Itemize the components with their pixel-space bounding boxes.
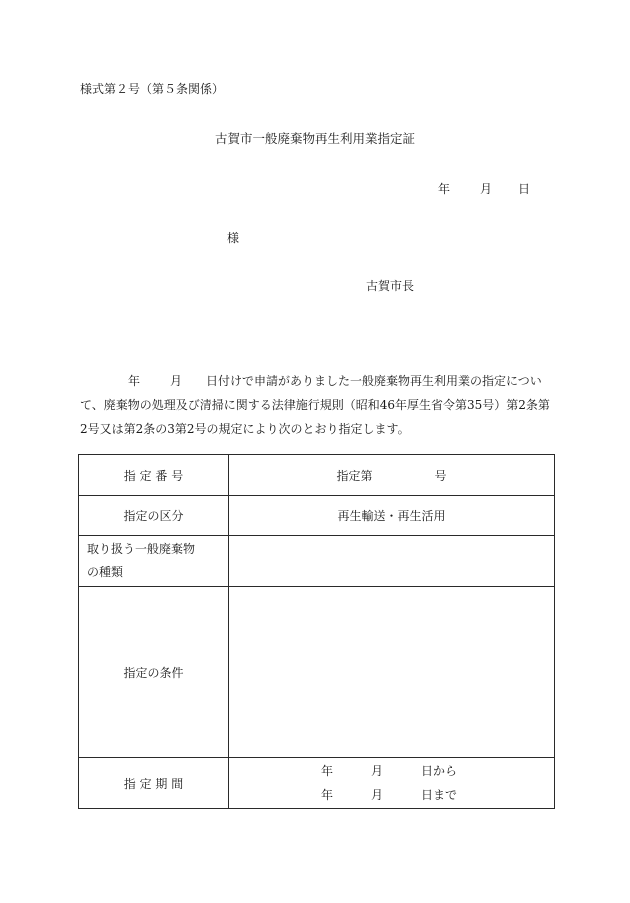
table-row-number bbox=[79, 455, 555, 496]
date-day: 日 bbox=[518, 182, 531, 196]
period-from bbox=[229, 759, 554, 783]
period-to-day: 日まで bbox=[421, 788, 458, 802]
period-from-day: 日から bbox=[421, 764, 458, 778]
table-row-period bbox=[79, 758, 555, 809]
waste-type-label-line-2: の種類 bbox=[87, 565, 124, 579]
body-year: 年 bbox=[128, 374, 141, 388]
waste-type-label-line-1: 取り扱う一般廃棄物 bbox=[87, 542, 196, 556]
date-year: 年 bbox=[438, 182, 451, 196]
period-label: 指 定 期 間 bbox=[79, 758, 229, 809]
body-line-1 bbox=[80, 369, 556, 393]
conditions-value bbox=[229, 587, 555, 758]
period-from-month: 月 bbox=[371, 764, 384, 778]
body-paragraph bbox=[80, 369, 556, 441]
issue-date bbox=[438, 180, 530, 197]
period-to bbox=[229, 783, 554, 807]
addressee-suffix: 様 bbox=[227, 231, 240, 245]
period-value bbox=[229, 758, 555, 809]
table-row-conditions bbox=[79, 587, 555, 758]
designation-table bbox=[78, 454, 555, 809]
waste-type-value bbox=[229, 536, 555, 587]
period-to-year: 年 bbox=[321, 788, 334, 802]
date-month: 月 bbox=[480, 182, 493, 196]
body-line-1-text: 日付けで申請がありました一般廃棄物再生利用業の指定につい bbox=[206, 374, 542, 388]
body-line-3: 2号又は第2条の3第2号の規定により次のとおり指定します。 bbox=[80, 422, 410, 436]
period-to-month: 月 bbox=[371, 788, 384, 802]
waste-type-label bbox=[79, 536, 229, 587]
period-from-year: 年 bbox=[321, 764, 334, 778]
number-value bbox=[229, 455, 555, 496]
body-month: 月 bbox=[170, 374, 183, 388]
conditions-label: 指定の条件 bbox=[79, 587, 229, 758]
table-row-division bbox=[79, 496, 555, 536]
number-label: 指 定 番 号 bbox=[79, 455, 229, 496]
number-suffix: 号 bbox=[434, 468, 447, 483]
document-title: 古賀市一般廃棄物再生利用業指定証 bbox=[214, 131, 415, 146]
division-value: 再生輸送・再生活用 bbox=[229, 496, 555, 536]
issuer: 古賀市長 bbox=[366, 279, 415, 293]
number-prefix: 指定第 bbox=[336, 468, 373, 483]
division-label: 指定の区分 bbox=[79, 496, 229, 536]
form-number: 様式第２号（第５条関係） bbox=[80, 82, 225, 96]
body-line-2: て、廃棄物の処理及び清掃に関する法律施行規則（昭和46年厚生省令第35号）第2条第 bbox=[80, 398, 550, 412]
table-row-waste-type bbox=[79, 536, 555, 587]
